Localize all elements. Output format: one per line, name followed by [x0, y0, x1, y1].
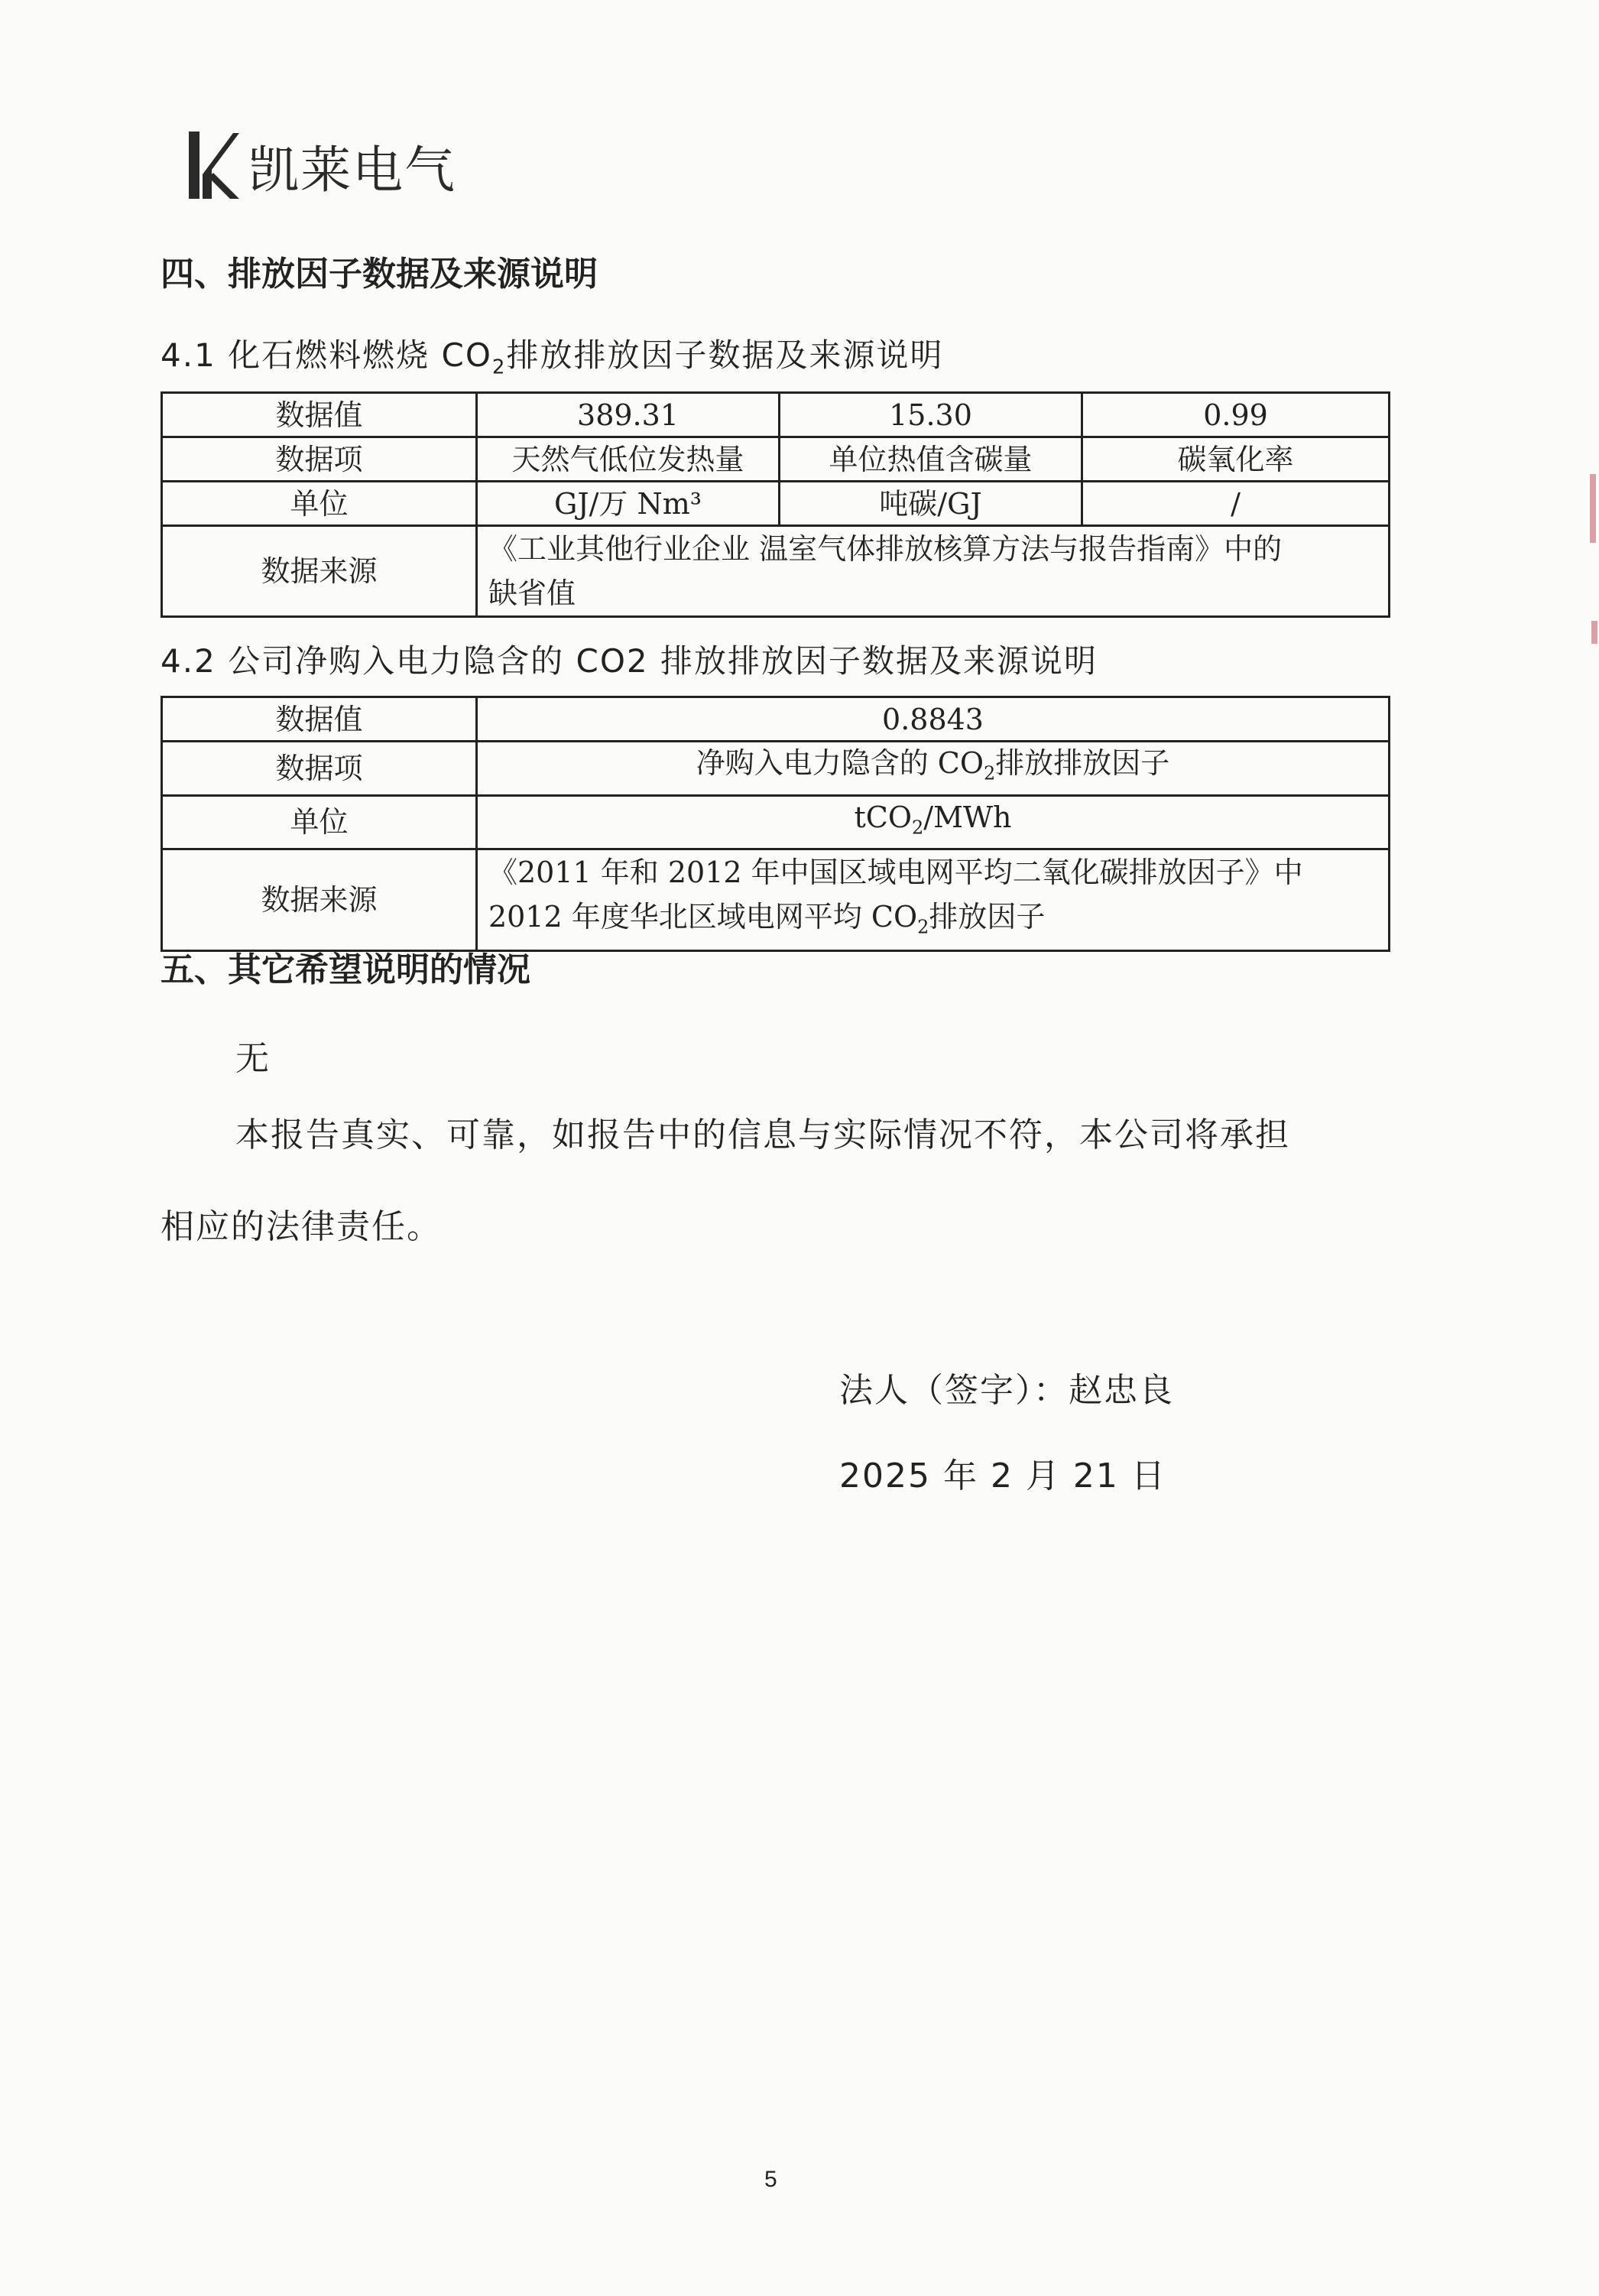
statement-line-1: 本报告真实、可靠，如报告中的信息与实际情况不符，本公司将承担 — [235, 1116, 1290, 1154]
item-suffix: 排放排放因子 — [995, 746, 1170, 780]
none-text: 无 — [235, 1039, 271, 1078]
table-row — [162, 482, 1390, 526]
logo-k-icon — [186, 128, 241, 202]
item-prefix: 净购入电力隐含的 CO — [696, 746, 984, 780]
source-cell — [477, 526, 1390, 617]
subsection-4-1-title-prefix: 4.1 化石燃料燃烧 CO — [161, 336, 492, 374]
section-4-title: 四、排放因子数据及来源说明 — [161, 255, 598, 294]
table-row — [162, 742, 1390, 796]
item-cell: 天然气低位发热量 — [477, 437, 780, 482]
source-line-2-prefix: 2012 年度华北区域电网平均 CO — [488, 900, 918, 934]
table-row — [162, 849, 1390, 951]
section-5-title: 五、其它希望说明的情况 — [161, 950, 530, 989]
statement-line-2: 相应的法律责任。 — [161, 1207, 442, 1246]
subsection-4-1-title-suffix: 排放排放因子数据及来源说明 — [506, 336, 944, 374]
page-number: 5 — [764, 2167, 777, 2192]
table-row — [162, 393, 1390, 437]
source-line-2-suffix: 排放因子 — [929, 900, 1046, 934]
item-sub: 2 — [984, 762, 996, 784]
subsection-4-2-title: 4.2 公司净购入电力隐含的 CO2 排放排放因子数据及来源说明 — [161, 642, 1098, 680]
unit-cell — [477, 795, 1390, 849]
item-label: 数据项 — [162, 742, 477, 796]
value-label: 数据值 — [162, 393, 477, 437]
source-line-2: 缺省值 — [488, 576, 576, 610]
source-cell — [477, 849, 1390, 951]
fossil-fuel-factor-table — [161, 391, 1390, 618]
electricity-factor-table — [161, 696, 1390, 952]
item-cell: 单位热值含碳量 — [780, 437, 1082, 482]
legal-person-signature: 法人（签字）：赵忠良 — [839, 1371, 1174, 1410]
source-line-1: 《2011 年和 2012 年中国区域电网平均二氧化碳排放因子》中 — [488, 856, 1303, 890]
value-cell: 389.31 — [477, 393, 780, 437]
company-logo — [186, 128, 456, 202]
source-line-2-sub: 2 — [917, 916, 929, 938]
unit-prefix: tCO — [854, 800, 912, 834]
unit-cell: / — [1082, 482, 1390, 526]
source-label: 数据来源 — [162, 526, 477, 617]
edge-mark — [1591, 621, 1597, 644]
unit-label: 单位 — [162, 795, 477, 849]
value-cell: 15.30 — [780, 393, 1082, 437]
unit-cell: 吨碳/GJ — [780, 482, 1082, 526]
source-line-1: 《工业其他行业企业 温室气体排放核算方法与报告指南》中的 — [488, 532, 1283, 566]
signature-date: 2025 年 2 月 21 日 — [839, 1457, 1166, 1495]
source-label: 数据来源 — [162, 849, 477, 951]
value-label: 数据值 — [162, 697, 477, 742]
subsection-4-1-title — [161, 330, 943, 378]
value-cell: 0.99 — [1082, 393, 1390, 437]
unit-cell: GJ/万 Nm³ — [477, 482, 780, 526]
value-cell: 0.8843 — [477, 697, 1390, 742]
unit-label: 单位 — [162, 482, 477, 526]
table-row — [162, 697, 1390, 742]
source-line-2 — [488, 895, 1377, 950]
item-cell: 碳氧化率 — [1082, 437, 1390, 482]
item-label: 数据项 — [162, 437, 477, 482]
unit-sub: 2 — [911, 817, 924, 839]
table-row — [162, 437, 1390, 482]
company-name: 凯莱电气 — [248, 140, 456, 200]
subsection-4-1-title-sub: 2 — [491, 356, 507, 379]
item-cell — [477, 742, 1390, 796]
unit-suffix: /MWh — [923, 800, 1012, 834]
table-row — [162, 795, 1390, 849]
edge-mark — [1590, 474, 1596, 543]
table-row — [162, 526, 1390, 617]
